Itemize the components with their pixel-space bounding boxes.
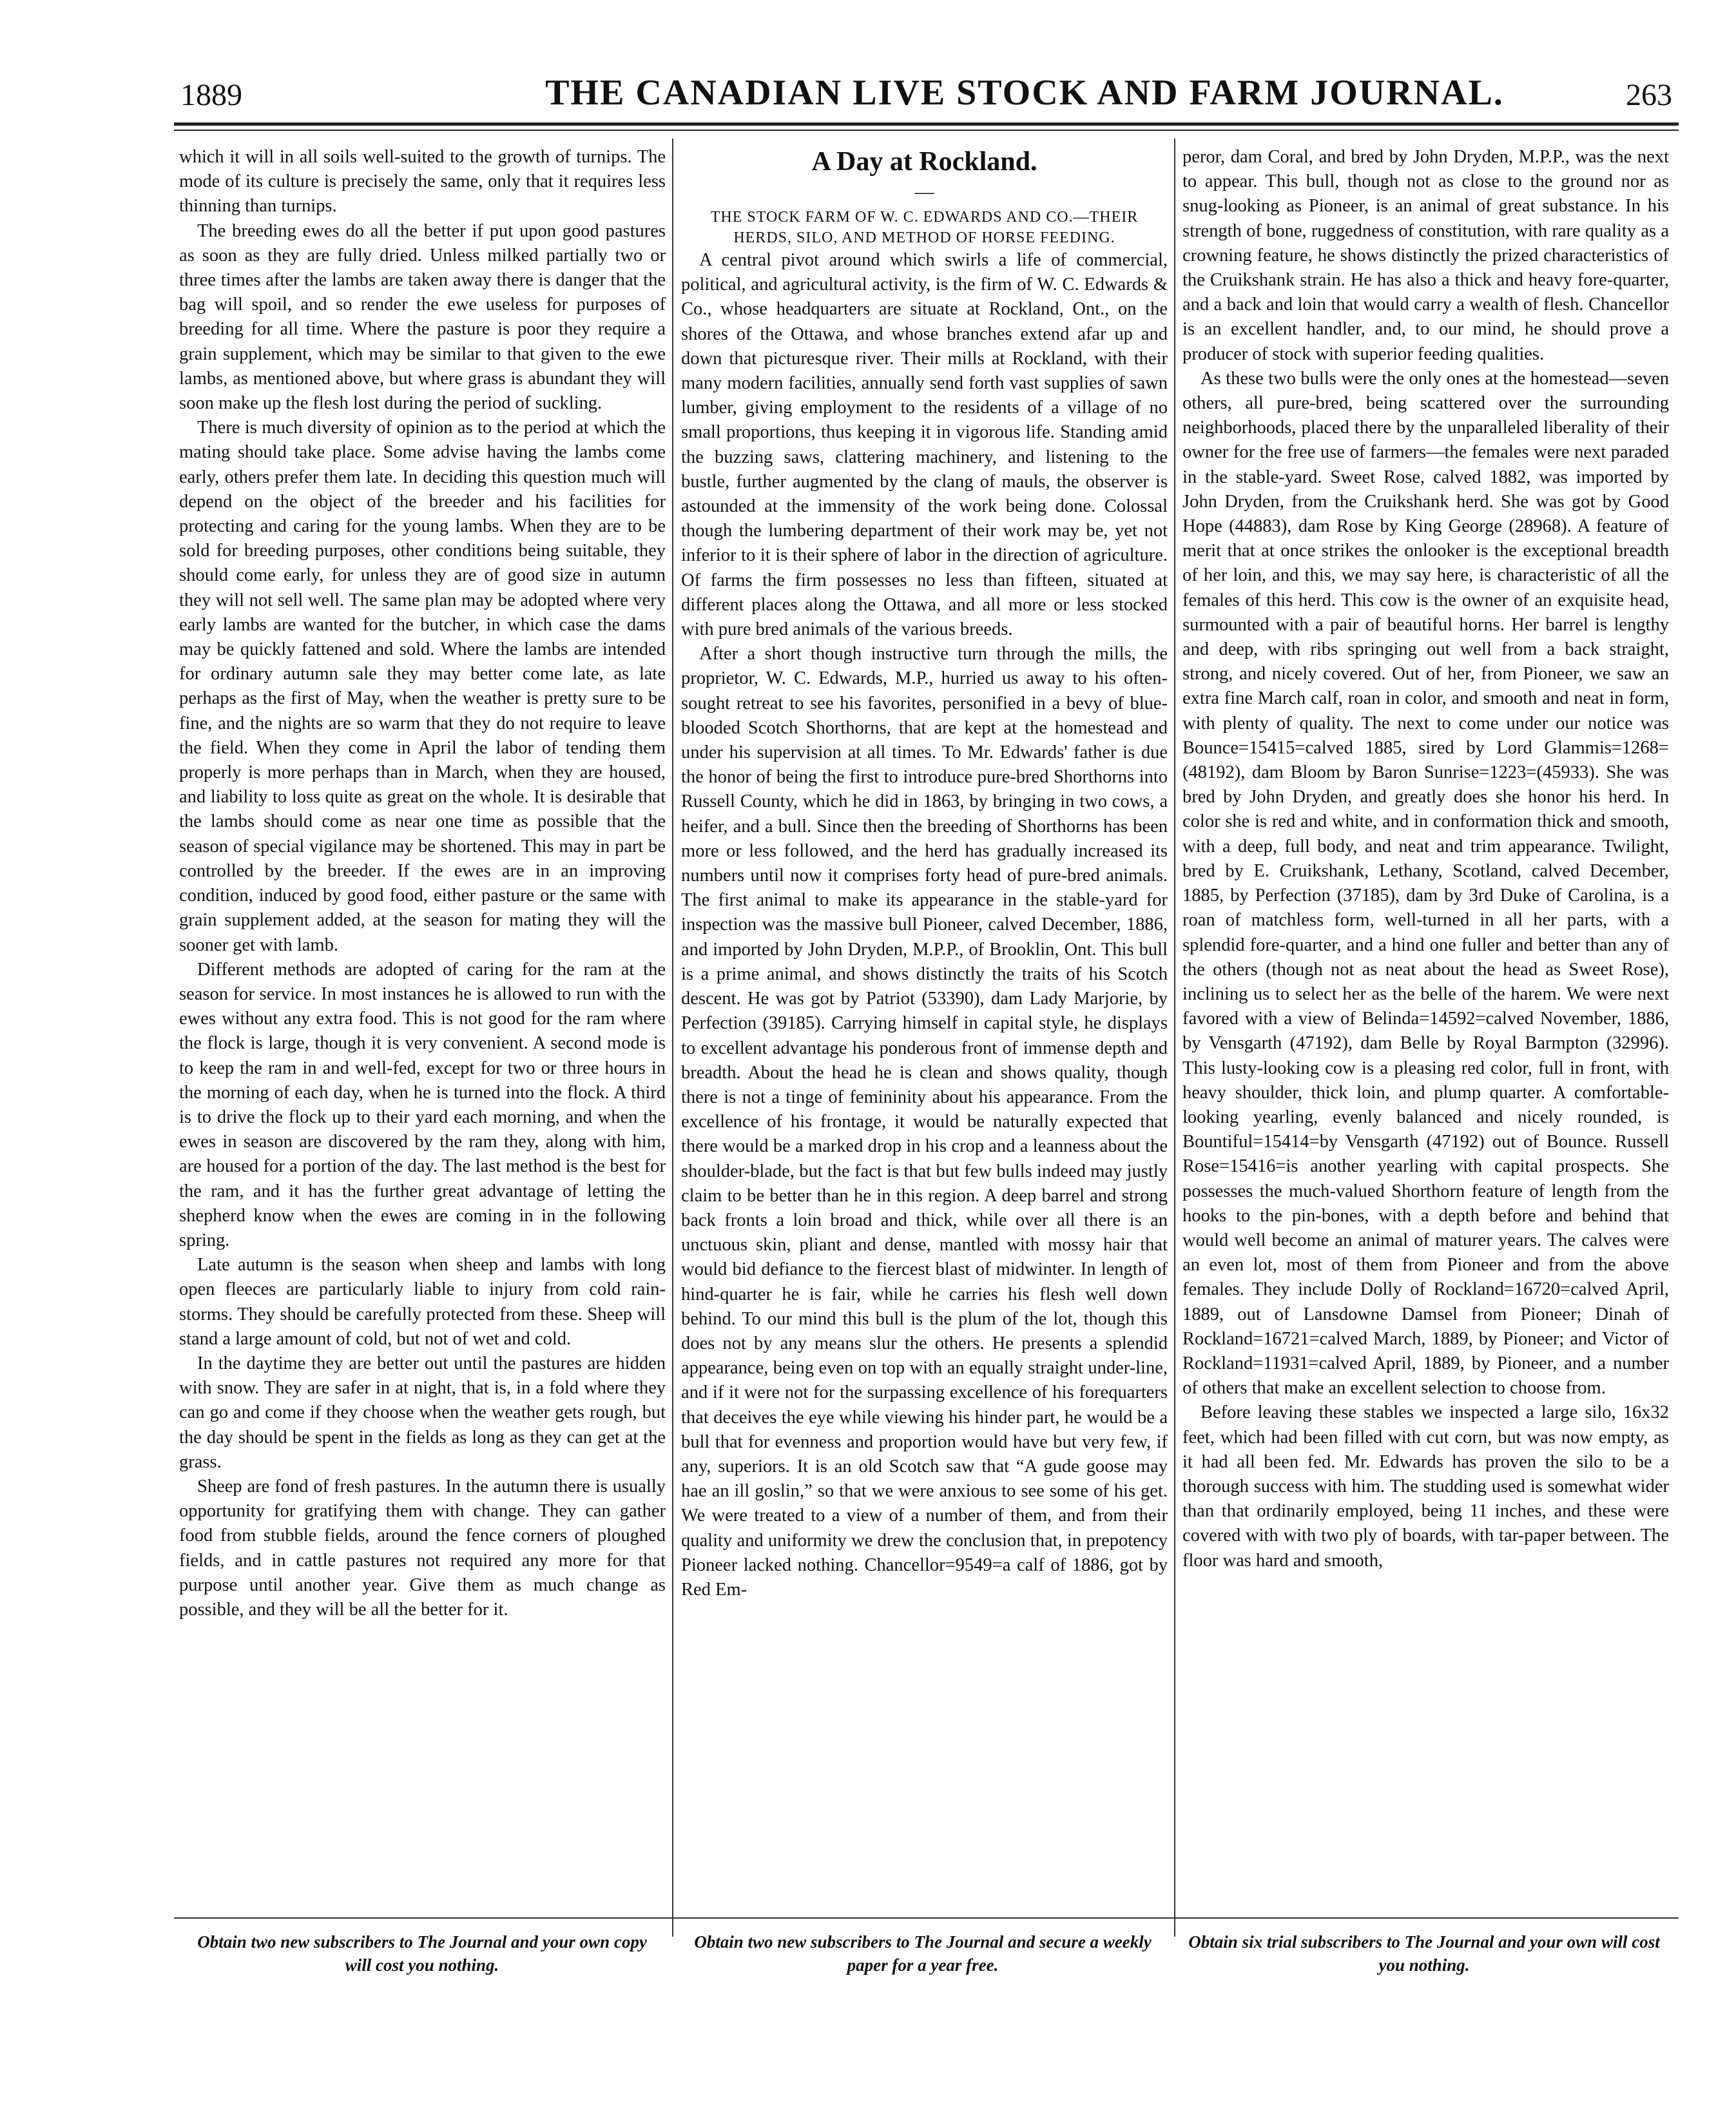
page-number: 263 [1626, 78, 1672, 112]
paragraph: A central pivot around which swirls a life of commercial, political, and agricultural activity, is the firm of W. C. Edwards & Co., whose headquarters are situate at Rockland, Ont., on the shores of the Ottawa, and whose branches extend afar up and down that picturesque river. Their mills at Rockland, with their many modern facilities, annually send forth vast supplies of sawn lumber, giving employment to the residents of a village of no small proportions, thus keeping it in vigorous life. Standing amid the buzzing saws, clattering machinery, and listening to the bustle, further augmented by the clang of mauls, the observer is astounded at the immensity of the work being done. Colossal though the lumbering department of their work may be, yet not inferior to it is their sphere of labor in the direction of agriculture. Of farms the firm possesses no less than fifteen, situated at different places along the Ottawa, and all more or less stocked with pure bred animals of the various breeds. [681, 250, 1168, 640]
paragraph: There is much diversity of opinion as to the period at which the mating should take place. Some advise having the lambs come early, others prefer them late. In deciding this question much will depend on the object of the breeder and his facilities for protecting and caring for the young lambs. When they are to be sold for breeding purposes, other conditions being suitable, they should come early, for unless they are of good size in autumn they will not sell well. The same plan may be adopted where very early lambs are wanted for the butcher, in which case the dams may be quickly fattened and sold. Where the lambs are intended for ordinary autumn sale they may better come late, as late perhaps as the first of May, when the weather is pretty sure to be fine, and the nights are so warm that they do not require to leave the field. When they come in April the labor of tending them properly is more perhaps than in March, when they are housed, and liability to loss quite as great on the whole. It is desirable that the lambs should come as near one time as possible that the season of special vigilance may be shortened. This may in part be controlled by the breeder. If the ewes are in an improving condition, induced by good food, either pasture or the same with grain supplement added, at the season for mating they will the sooner get with lamb. [179, 418, 666, 955]
column-1 [179, 145, 666, 1904]
paragraph: After a short though instructive turn through the mills, the proprietor, W. C. Edwards, M.P., hurried us away to his often-sought retreat to see his favorites, personified in a bevy of blue-blooded Scotch Shorthorns, that are kept at the homestead and under his supervision at all times. To Mr. Edwards' father is due the honor of being the first to introduce pure-bred Shorthorns into Russell County, which he did in 1863, by bringing in two cows, a heifer, and a bull. Since then the breeding of Shorthorns has been more or less followed, and the herd has gradually increased its numbers until now it comprises forty head of pure-bred animals. The first animal to make its appearance in the stable-yard for inspection was the massive bull Pioneer, calved December, 1886, and imported by John Dryden, M.P.P., of Brooklin, Ont. This bull is a prime animal, and shows distinctly the traits of his Scotch descent. He was got by Patriot (53390), dam Lady Marjorie, by Perfection (39185). Carrying himself in capital style, he displays to excellent advantage his ponderous front of immense depth and breadth. About the head he is clean and shows quality, though there is not a tinge of femininity about his appearance. From the excellence of his frontage, it would be naturally expected that there would be a marked drop in his crop and a leanness about the shoulder-blade, but the fact is that but few bulls indeed may justly claim to be better than he in this region. A deep barrel and strong back fronts a loin broad and thick, while over all there is an unctuous skin, pliant and dense, mantled with mossy hair that would bid defiance to the fiercest blast of midwinter. In length of hind-quarter he is fair, while he carries his flesh well down behind. To our mind this bull is the plum of the lot, though this does not by any means slur the others. He presents a splendid appearance, being even on top with an equally straight under-line, and if it were not for the surpassing excellence of his forequarters that deceives the eye while viewing his hinder part, he would be a bull that for evenness and proportion would have but very few, if any, superiors. It is an old Scotch saw that “A gude goose may hae an ill goslin,” so that we were anxious to see some of his get. We were treated to a view of a number of them, and from their quality and uniformity we drew the conclusion that, in prepotency Pioneer lacked nothing. Chancellor=9549=a calf of 1886, got by Red Em- [681, 644, 1168, 1600]
paragraph: The breeding ewes do all the better if put upon good pastures as soon as they are fully dried. Unless milked partially two or three times after the lambs are taken away there is danger that the bag will spoil, and so render the ewe useless for purposes of breeding for all time. Where the pasture is poor they require a grain supplement, which may be similar to that given to the ewe lambs, as mentioned above, but where grass is abundant they will soon make up the flesh lost during the period of suckling. [179, 220, 666, 414]
title-dash: — [914, 181, 934, 202]
journal-title: THE CANADIAN LIVE STOCK AND FARM JOURNAL. [545, 73, 1504, 113]
column-divider-1 [672, 139, 673, 1937]
paragraph: peror, dam Coral, and bred by John Dryden, M.P.P., was the next to appear. This bull, though not as close to the ground nor as snug-looking as Pioneer, is an animal of great substance. In his strength of bone, ruggedness of constitution, with rare quality as a crowning feature, he shows distinctly the prized characteristics of the Cruikshank strain. He has also a thick and heavy fore-quarter, and a back and loin that would carry a wealth of flesh. Chancellor is an excellent handler, and, to our mind, he should prove a producer of stock with superior feeding qualities. [1182, 147, 1669, 364]
column-2 [681, 145, 1168, 1904]
paragraph: In the daytime they are better out until the pastures are hidden with snow. They are safer in at night, that is, in a fold where they can go and come if they choose when the weather gets rough, but the day should be spent in the fields as long as they can get at the grass. [179, 1353, 666, 1472]
header-year: 1889 [180, 78, 242, 112]
article-title: A Day at Rockland. [811, 147, 1037, 177]
paragraph: Before leaving these stables we inspected a large silo, 16x32 feet, which had been filled with cut corn, but was now empty, as it had all been fed. Mr. Edwards has proven the silo to be a thorough success with him. The studding used is somewhat wider than that ordinarily employed, being 11 inches, and these were covered with with two ply of boards, with tar-paper between. The floor was hard and smooth, [1182, 1402, 1669, 1571]
paragraph: Different methods are adopted of caring for the ram at the season for service. In most instances he is allowed to run with the ewes without any extra food. This is not good for the ram where the flock is large, though it is very convenient. A second mode is to keep the ram in and well-fed, except for two or three hours in the morning of each day, when he is turned into the flock. A third is to drive the flock up to their yard each morning, and when the ewes in season are discovered by the ram they, along with him, are housed for a portion of the day. The last method is the best for the ram, and it has the further great advantage of letting the shepherd know when the ewes are coming in in the following spring. [179, 959, 666, 1250]
paragraph: As these two bulls were the only ones at the homestead—seven others, all pure-bred, being scattered over the surrounding neighborhoods, placed there by the unparalleled liberality of their owner for the free use of farmers—the females were next paraded in the stable-yard. Sweet Rose, calved 1882, was imported by John Dryden, from the Cruikshank herd. She was got by Good Hope (44883), dam Rose by King George (28968). A feature of merit that at once strikes the onlooker is the exceptional breadth of her loin, and this, we may say here, is characteristic of all the females of this herd. This cow is the owner of an exquisite head, surmounted with a pair of beautiful horns. Her barrel is lengthy and deep, with ribs springing out well from a back straight, strong, and nicely covered. Out of her, from Pioneer, we saw an extra fine March calf, roan in color, and smooth and neat in form, with plenty of quality. The next to come under our notice was Bounce=15415=calved 1885, sired by Lord Glammis=1268=(48192), dam Bloom by Baron Sunrise=1223=(45933). She was bred by John Dryden, and greatly does she honor his herd. In color she is red and white, and in conformation thick and smooth, with a deep, full body, and neat and trim appearance. Twilight, bred by E. Cruikshank, Lethany, Scotland, calved December, 1885, by Perfection (37185), dam by 3rd Duke of Carolina, is a roan of matchless form, well-turned in all her parts, with a splendid fore-quarter, and a hind one fuller and better than any of the others (though not as neat about the head as Sweet Rose), inclining us to select her as the belle of the harem. We were next favored with a view of Belinda=14592=calved November, 1886, by Vensgarth (47192), dam Belle by Royal Barmpton (32996). This lusty-looking cow is a pleasing red color, full in front, with heavy shoulder, thick loin, and plump quarter. A comfortable-looking yearling, evenly balanced and nicely rounded, is Bountiful=15414=by Vensgarth (47192) out of Bounce. Russell Rose=15416=is another yearling with capital prospects. She possesses the much-valued Shorthorn feature of length from the hooks to the pin-bones, with a depth before and behind that would well become an animal of maturer years. The calves were an even lot, most of them from Pioneer and from the above females. They include Dolly of Rockland=16720=calved April, 1889, out of Lansdowne Damsel from Pioneer; Dinah of Rockland=16721=calved March, 1889, by Pioneer; and Victor of Rockland=11931=calved April, 1889, by Pioneer, and a number of others that make an excellent selection to choose from. [1182, 368, 1669, 1399]
column-divider-2 [1174, 139, 1175, 1937]
header-rule-thin [174, 130, 1679, 131]
footer-notice-1: Obtain two new subscribers to The Journal and your own copy will cost you nothing. [197, 1932, 647, 1975]
footer-notice-3: Obtain six trial subscribers to The Journal and your own will cost you nothing. [1188, 1932, 1660, 1975]
header-rule-thick [174, 122, 1679, 126]
footer-notice-2: Obtain two new subscribers to The Journal and secure a weekly paper for a year free. [694, 1932, 1152, 1975]
paragraph: Late autumn is the season when sheep and lambs with long open fleeces are particularly liable to injury from cold rain-storms. They should be carefully protected from these. Sheep will stand a large amount of cold, but not of wet and cold. [179, 1255, 666, 1349]
footer-rule [174, 1917, 1679, 1919]
column-3 [1182, 145, 1669, 1904]
paragraph: Sheep are fond of fresh pastures. In the autumn there is usually opportunity for gratifying them with change. They can gather food from stubble fields, around the fence corners of ploughed fields, and in cattle pastures not required any more for that purpose until another year. Give them as much change as possible, and they will be all the better for it. [179, 1476, 666, 1620]
page-header [174, 70, 1679, 121]
article-subtitle: THE STOCK FARM OF W. C. EDWARDS AND CO.—THEIR HERDS, SILO, AND METHOD OF HORSE FEEDING. [710, 209, 1139, 246]
paragraph: which it will in all soils well-suited to the growth of turnips. The mode of its culture is precisely the same, only that it requires less thinning than turnips. [179, 147, 666, 217]
